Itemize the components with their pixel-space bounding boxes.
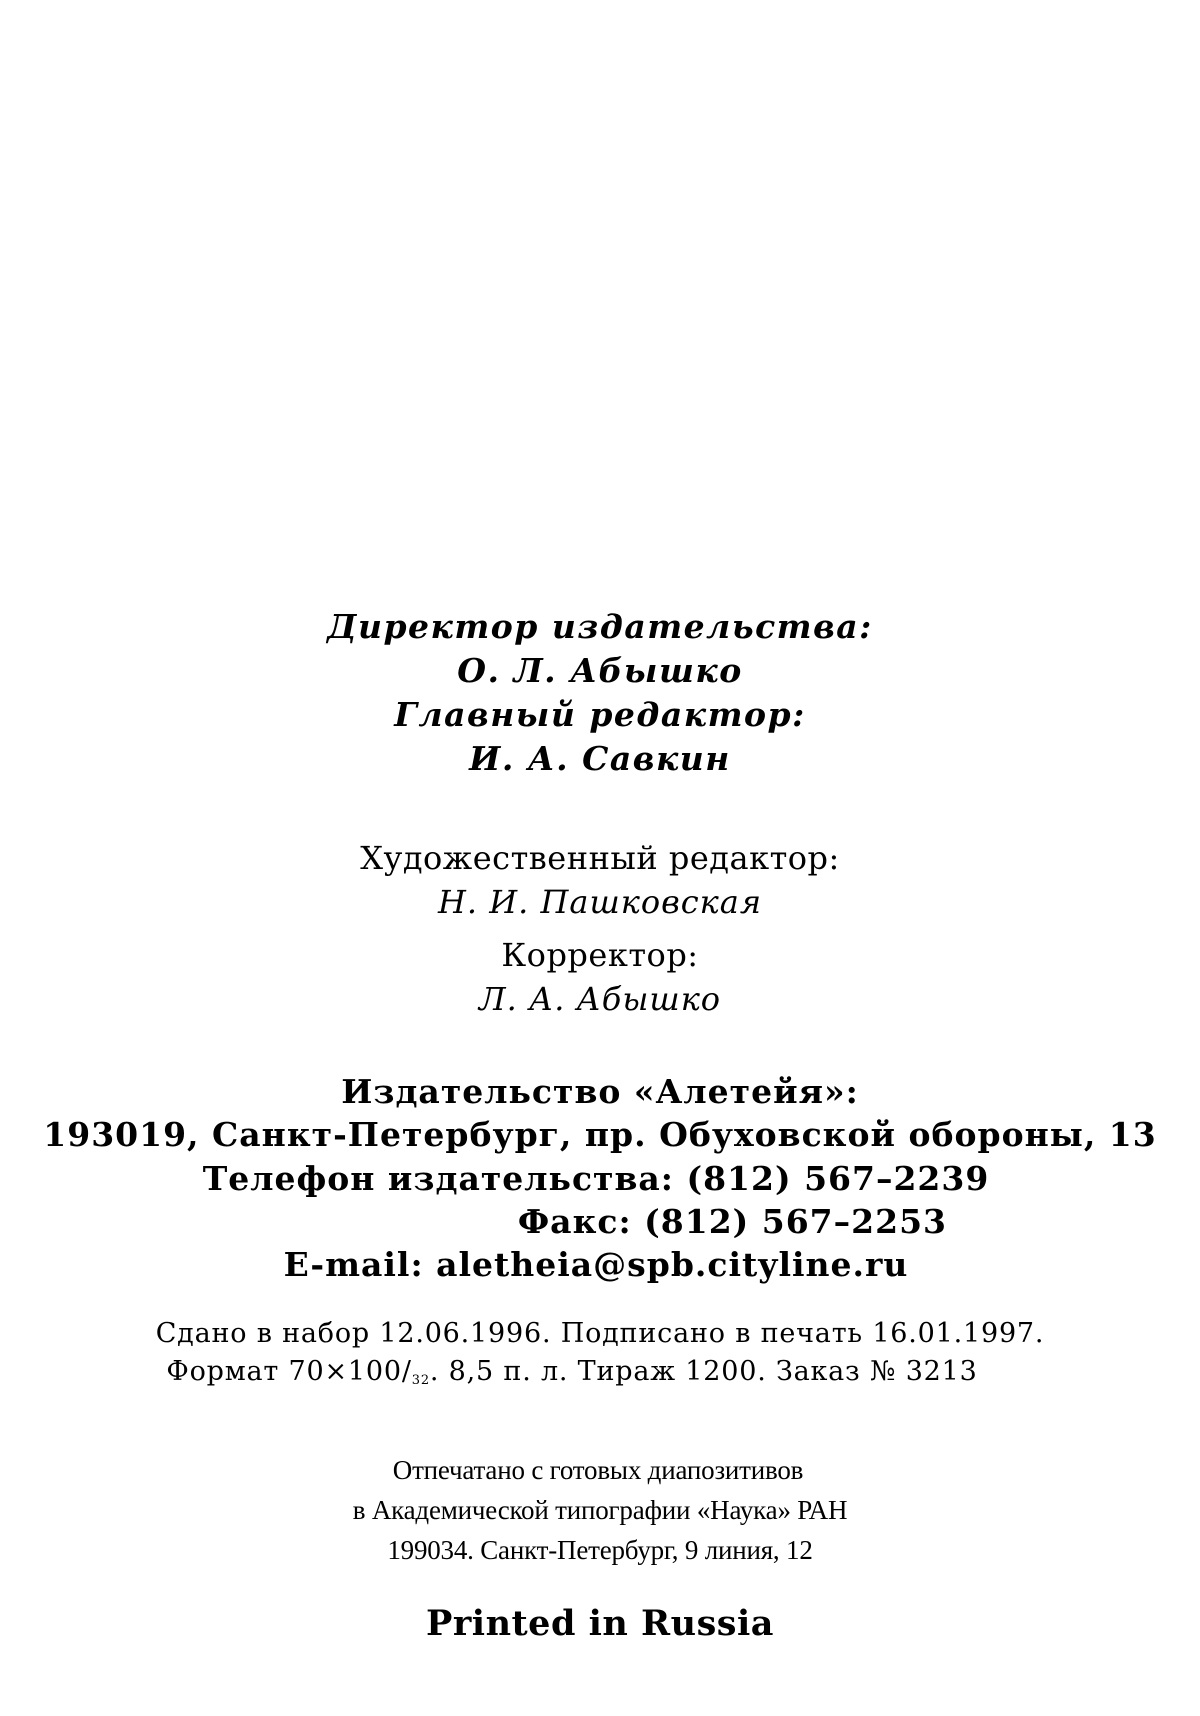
format-suffix: . 8,5 п. л. Тираж 1200. Заказ № 3213 — [429, 1356, 978, 1387]
art-editor-name: Н. И. Пашковская — [437, 883, 763, 921]
fax-line: Факс: (812) 567–2253 — [517, 1202, 947, 1241]
director-label: Директор издательства: — [327, 607, 873, 646]
address-line: 193019, Санкт-Петербург, пр. Обуховской обороны, 13 — [43, 1115, 1157, 1154]
format-line — [0, 1358, 1172, 1387]
printer-line-3: 199034. Санкт-Петербург, 9 линия, 12 — [387, 1535, 813, 1565]
director-name: О. Л. Абышко — [457, 651, 743, 690]
corrector-label: Корректор: — [501, 936, 699, 974]
dates-line: Сдано в набор 12.06.1996. Подписано в печать 16.01.1997. — [155, 1318, 1045, 1349]
email-line: E-mail: aletheia@spb.cityline.ru — [283, 1245, 909, 1284]
format-subscript: 32 — [411, 1373, 430, 1388]
printer-line-2: в Академической типографии «Наука» РАН — [352, 1495, 848, 1525]
chief-editor-label: Главный редактор: — [394, 695, 806, 734]
corrector-name: Л. А. Абышко — [478, 980, 722, 1018]
printer-line-1: Отпечатано с готовых диапозитивов — [392, 1455, 804, 1485]
phone-line: Телефон издательства: (812) 567–2239 — [202, 1159, 990, 1198]
publisher-line: Издательство «Алетейя»: — [341, 1072, 859, 1111]
format-prefix: Формат 70×100/ — [166, 1356, 412, 1387]
chief-editor-name: И. А. Савкин — [469, 739, 731, 778]
art-editor-label: Художественный редактор: — [360, 839, 840, 877]
printed-in-russia: Printed in Russia — [426, 1603, 774, 1644]
